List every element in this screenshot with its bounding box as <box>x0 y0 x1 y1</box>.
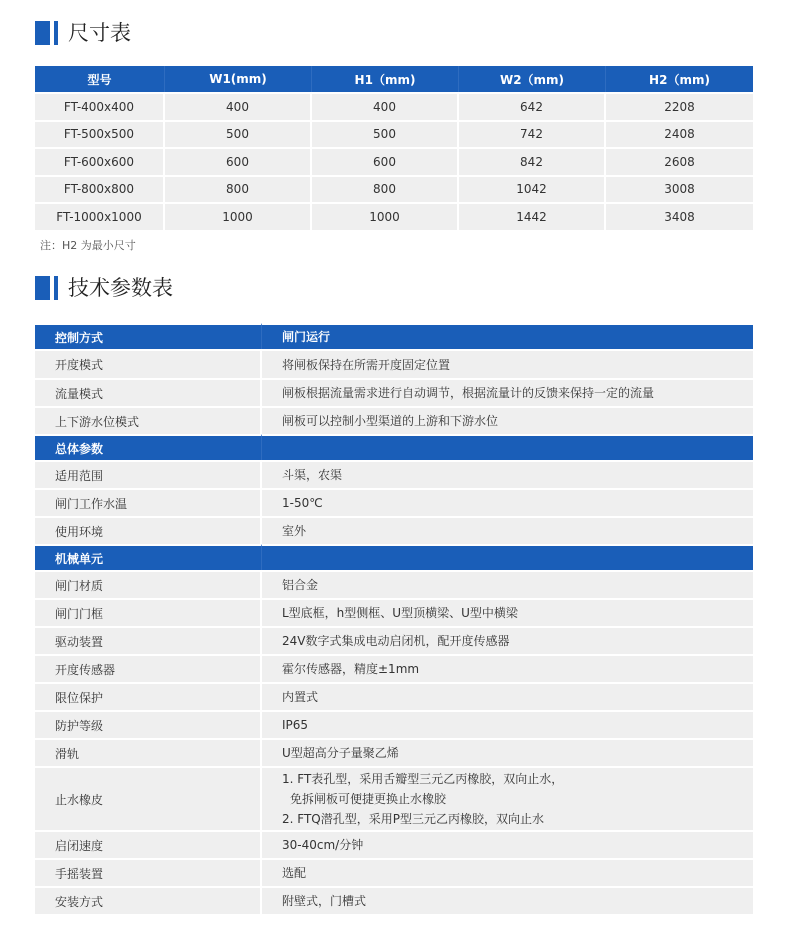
spec-value-line: 附壁式，门槽式 <box>282 894 367 908</box>
table-row <box>35 710 753 738</box>
spec-value <box>262 682 753 710</box>
spec-key: 防护等级 <box>35 710 262 738</box>
table-cell: FT-500x500 <box>35 120 165 148</box>
spec-group-header-row <box>35 544 753 570</box>
spec-value <box>262 598 753 626</box>
table-cell: FT-600x600 <box>35 147 165 175</box>
spec-value <box>262 830 753 858</box>
spec-key: 开度模式 <box>35 349 262 378</box>
spec-value-line: 30-40cm/分钟 <box>282 838 364 852</box>
table-cell: 400 <box>312 92 459 120</box>
size-col-w1: W1(mm) <box>165 66 312 92</box>
table-row <box>35 488 753 516</box>
table-row <box>35 886 753 914</box>
table-cell: FT-1000x1000 <box>35 202 165 230</box>
table-row <box>35 406 753 434</box>
table-cell: 3408 <box>606 202 753 230</box>
table-row <box>35 120 753 148</box>
table-cell: 800 <box>165 175 312 203</box>
spec-key: 上下游水位模式 <box>35 406 262 434</box>
spec-key: 闸门门框 <box>35 598 262 626</box>
table-cell: 500 <box>165 120 312 148</box>
spec-value-line: 1-50℃ <box>282 496 323 510</box>
spec-table <box>35 323 753 914</box>
size-section-title <box>35 20 131 46</box>
spec-value-line: 闸门运行 <box>282 330 331 344</box>
spec-value-line: 闸板可以控制小型渠道的上游和下游水位 <box>282 414 499 428</box>
spec-key: 滑轨 <box>35 738 262 766</box>
table-row <box>35 654 753 682</box>
spec-key: 闸门工作水温 <box>35 488 262 516</box>
table-cell: 642 <box>459 92 606 120</box>
spec-value-line: 铝合金 <box>282 578 319 592</box>
spec-value-line: 免拆闸板可便捷更换止水橡胶 <box>290 792 447 806</box>
table-row <box>35 516 753 544</box>
spec-value <box>262 654 753 682</box>
table-cell: 600 <box>165 147 312 175</box>
table-row <box>35 92 753 120</box>
table-row <box>35 766 753 830</box>
spec-group-label: 机械单元 <box>35 544 262 570</box>
spec-group-value <box>262 434 753 460</box>
spec-key: 安装方式 <box>35 886 262 914</box>
tech-section-title-text: 技术参数表 <box>68 276 173 300</box>
spec-group-value <box>262 323 753 349</box>
spec-value <box>262 516 753 544</box>
table-cell: 842 <box>459 147 606 175</box>
spec-value <box>262 378 753 406</box>
size-note: 注：H2 为最小尺寸 <box>40 239 136 252</box>
spec-key: 流量模式 <box>35 378 262 406</box>
table-row <box>35 738 753 766</box>
size-section-title-text: 尺寸表 <box>68 21 131 45</box>
size-table-header-row <box>35 66 753 92</box>
table-cell: 2208 <box>606 92 753 120</box>
spec-value-line: 选配 <box>282 866 307 880</box>
spec-key: 启闭速度 <box>35 830 262 858</box>
spec-key: 适用范围 <box>35 460 262 488</box>
title-marker-thin <box>54 276 58 300</box>
title-marker <box>35 276 50 300</box>
spec-value-line: 24V数字式集成电动启闭机，配开度传感器 <box>282 634 510 648</box>
table-row <box>35 460 753 488</box>
spec-value <box>262 738 753 766</box>
spec-value-line: IP65 <box>282 718 309 732</box>
spec-key: 限位保护 <box>35 682 262 710</box>
spec-group-header-row <box>35 434 753 460</box>
table-row <box>35 147 753 175</box>
table-cell: 2408 <box>606 120 753 148</box>
spec-group-label: 控制方式 <box>35 323 262 349</box>
spec-group-label: 总体参数 <box>35 434 262 460</box>
spec-group-header-row <box>35 323 753 349</box>
spec-value <box>262 886 753 914</box>
size-col-model: 型号 <box>35 66 165 92</box>
table-cell: 742 <box>459 120 606 148</box>
spec-key: 使用环境 <box>35 516 262 544</box>
spec-value-line: 室外 <box>282 524 307 538</box>
table-row <box>35 202 753 230</box>
spec-value <box>262 460 753 488</box>
spec-value-line: 将闸板保持在所需开度固定位置 <box>282 357 451 372</box>
size-table <box>35 66 753 230</box>
spec-value-line: 2. FTQ潜孔型，采用P型三元乙丙橡胶，双向止水 <box>282 812 544 826</box>
spec-value-line: 内置式 <box>282 690 319 704</box>
spec-value <box>262 626 753 654</box>
title-marker-thin <box>54 21 58 45</box>
table-cell: 1000 <box>312 202 459 230</box>
spec-value <box>262 406 753 434</box>
table-cell: 400 <box>165 92 312 120</box>
spec-value <box>262 488 753 516</box>
table-row <box>35 175 753 203</box>
spec-key: 开度传感器 <box>35 654 262 682</box>
spec-value <box>262 766 753 830</box>
spec-value-line: L型底框，h型侧框、U型顶横梁、U型中横梁 <box>282 606 518 620</box>
table-cell: 1000 <box>165 202 312 230</box>
table-row <box>35 830 753 858</box>
table-cell: 1042 <box>459 175 606 203</box>
tech-section-title <box>35 275 173 301</box>
table-cell: 1442 <box>459 202 606 230</box>
spec-value-line: 闸板根据流量需求进行自动调节，根据流量计的反馈来保持一定的流量 <box>282 386 655 400</box>
spec-value <box>262 858 753 886</box>
table-cell: 800 <box>312 175 459 203</box>
table-cell: 2608 <box>606 147 753 175</box>
spec-value <box>262 710 753 738</box>
spec-key: 闸门材质 <box>35 570 262 598</box>
table-cell: FT-800x800 <box>35 175 165 203</box>
spec-value-line: 霍尔传感器，精度±1mm <box>282 662 420 676</box>
spec-key: 止水橡皮 <box>35 766 262 830</box>
table-cell: 500 <box>312 120 459 148</box>
spec-key: 手摇装置 <box>35 858 262 886</box>
table-row <box>35 378 753 406</box>
table-row <box>35 858 753 886</box>
table-row <box>35 349 753 378</box>
table-cell: FT-400x400 <box>35 92 165 120</box>
spec-value <box>262 570 753 598</box>
spec-value-line: U型超高分子量聚乙烯 <box>282 746 399 760</box>
table-row <box>35 598 753 626</box>
table-row <box>35 570 753 598</box>
spec-value <box>262 349 753 378</box>
title-marker <box>35 21 50 45</box>
table-row <box>35 626 753 654</box>
spec-key: 驱动装置 <box>35 626 262 654</box>
spec-value-line: 斗渠，农渠 <box>282 468 343 482</box>
table-row <box>35 682 753 710</box>
table-cell: 600 <box>312 147 459 175</box>
table-cell: 3008 <box>606 175 753 203</box>
size-col-w2: W2（mm) <box>459 66 606 92</box>
size-col-h2: H2（mm) <box>606 66 753 92</box>
spec-group-value <box>262 544 753 570</box>
size-col-h1: H1（mm) <box>312 66 459 92</box>
spec-value-line: 1. FT表孔型，采用舌瓣型三元乙丙橡胶，双向止水， <box>282 772 564 786</box>
